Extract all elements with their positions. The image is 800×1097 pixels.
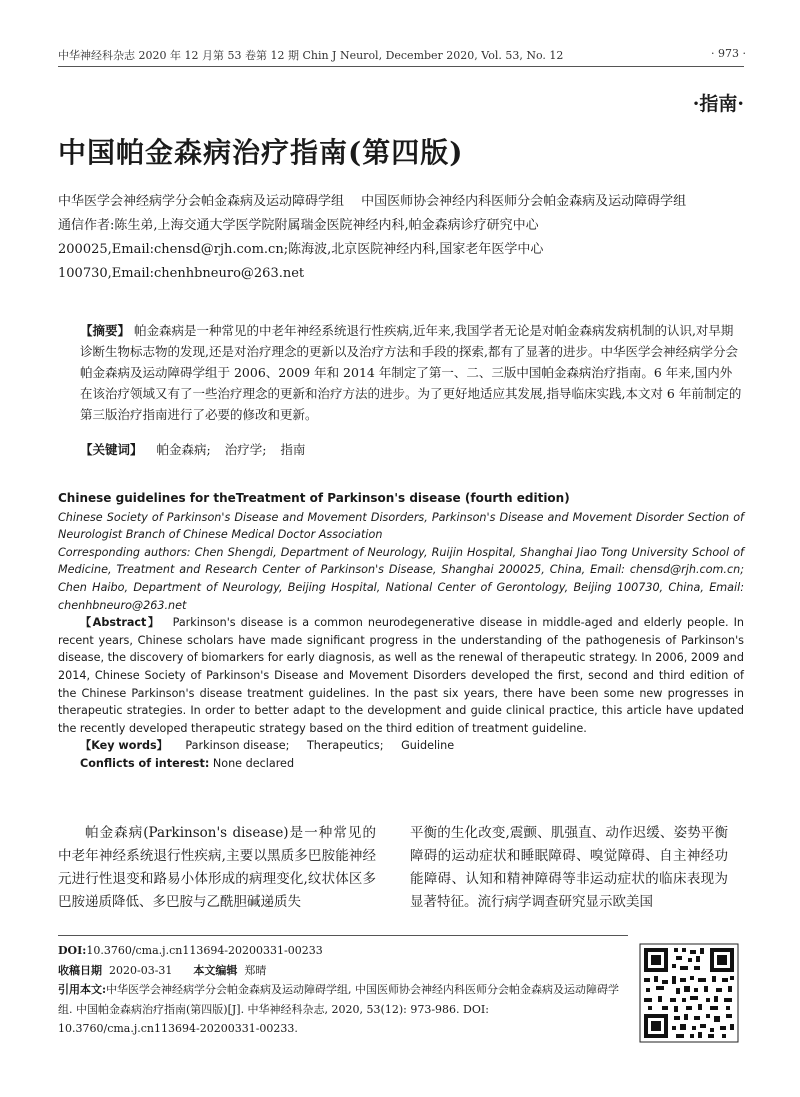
en-keyword: Therapeutics; [306,739,384,753]
en-keyword: Parkinson disease; [185,739,290,753]
article-title: 中国帕金森病治疗指南(第四版) [58,136,464,169]
cn-abstract-label: 【摘要】 [80,323,131,338]
qr-code-icon[interactable] [636,940,742,1046]
en-abstract-label: 【Abstract】 [80,616,161,630]
cite-value: 中华医学会神经病学分会帕金森病及运动障碍学组, 中国医师协会神经内科医师分会帕金森病及运动障碍学组. 中国帕金森病治疗指南(第四版)[J]. 中华神经科杂志, 2020, 53(12): 973-986. DOI: 10.3760/cma.j.cn113694-20200331-00233. [58,983,620,1035]
cn-abstract-text: 帕金森病是一种常见的中老年神经系统退行性疾病,近年来,我国学者无论是对帕金森病发病机制的认识,对早期诊断生物标志物的发现,还是对治疗理念的更新以及治疗方法和手段的探索,都有了显著的进步。中华医学会神经病学分会帕金森病及运动障碍学组于 2006、2009 年和 2014 年制定了第一、二、三版中国帕金森病治疗指南。6 年来,国内外在该治疗领域又有了一些治疗理念的更新和治疗方法的进步。为了更好地适应其发展,指导临床实践,本文对 6 年前制定的第三版治疗指南进行了必要的修改和更新。 [80,323,742,422]
received-value: 2020-03-31 [109,963,173,977]
author-groups: 中华医学会神经病学分会帕金森病及运动障碍学组 中国医师协会神经内科医师分会帕金森病及运动障碍学组 [58,194,687,209]
editor-value: 郑晴 [244,963,267,977]
body-column-right: 平衡的生化改变,震颤、肌强直、动作迟缓、姿势平衡障碍的运动症状和睡眠障碍、嗅觉障碍、自主神经功能障碍、认知和精神障碍等非运动症状的临床表现为显著特征。流行病学调查研究显示欧美国 [410,825,728,910]
en-title: Chinese guidelines for theTreatment of Parkinson's disease (fourth edition) [58,491,570,505]
en-organization: Chinese Society of Parkinson's Disease and Movement Disorders, Parkinson's Disease and Movement Disorder Section of Neurologist Branch of Chinese Medical Doctor Association [58,510,744,542]
cn-abstract [80,320,742,425]
footer-divider [58,935,628,936]
author-block [58,190,744,286]
cite-label: 引用本文: [58,983,107,996]
en-abstract-block [58,490,744,773]
en-keyword: Guideline [401,739,455,753]
conflict-label: Conflicts of interest: [80,756,210,770]
running-header: 中华神经科杂志 2020 年 12 月第 53 卷第 12 期 Chin J Neurol, December 2020, Vol. 53, No. 12 [58,49,564,62]
cn-keyword: 帕金森病; [156,442,211,457]
cn-keyword: 治疗学; [224,442,267,457]
en-keywords-label: 【Key words】 [80,739,168,753]
page-number: · 973 · [711,47,746,60]
en-abstract-text: Parkinson's disease is a common neurodegenerative disease in middle-aged and elderly people. In recent years, Chinese scholars have made significant progress in the understanding of the pathogenesis of Parkinson's disease, the discovery of biomarkers for early diagnosis, as well as the renewal of therapeutic strategy. In 2006, 2009 and 2014, Chinese Society of Parkinson's Disease and Movement Disorders developed the first, second and third edition of the Chinese Parkinson's disease treatment guidelines. In the past six years, there have been some new progresses in therapeutic strategies. In order to better adapt to the development and guide clinical practice, this article have updated the recently developed therapeutic strategy based on the third edition of treatment guideline. [58,616,744,735]
section-label: ·指南· [692,93,744,115]
received-label: 收稿日期 [58,963,102,977]
cn-keyword: 指南 [280,442,306,457]
conflict-value: None declared [212,756,295,770]
en-correspondence: Corresponding authors: Chen Shengdi, Department of Neurology, Ruijin Hospital, Shanghai Jiao Tong University School of Medicine, Treatment and Research Center of Parkinson's Disease, Shanghai 200025, China, Email: chensd@rjh.com.cn; Chen Haibo, Department of Neurology, Beijing Hospital, National Center of Gerontology, Beijing 100730, China, Email: chenhbneuro@263.net [58,545,744,612]
header-divider [58,66,744,67]
article-footer [58,941,628,1039]
doi-value[interactable]: 10.3760/cma.j.cn113694-20200331-00233 [86,944,323,957]
doi-label: DOI: [58,944,87,957]
cn-keywords-label: 【关键词】 [80,442,143,457]
editor-label: 本文编辑 [193,963,238,977]
body-column-left: 帕金森病(Parkinson's disease)是一种常见的中老年神经系统退行性疾病,主要以黑质多巴胺能神经元进行性退变和路易小体形成的病理变化,纹状体区多巴胺递质降低、多巴胺与乙酰胆碱递质失 [58,825,376,910]
cn-keywords [80,440,742,458]
correspondence-cn: 通信作者:陈生弟,上海交通大学医学院附属瑞金医院神经内科,帕金森病诊疗研究中心 200025,Email:chensd@rjh.com.cn;陈海波,北京医院神经内科,国家老年医学中心 100730,Email:chenhbneuro@263.net [58,218,544,281]
